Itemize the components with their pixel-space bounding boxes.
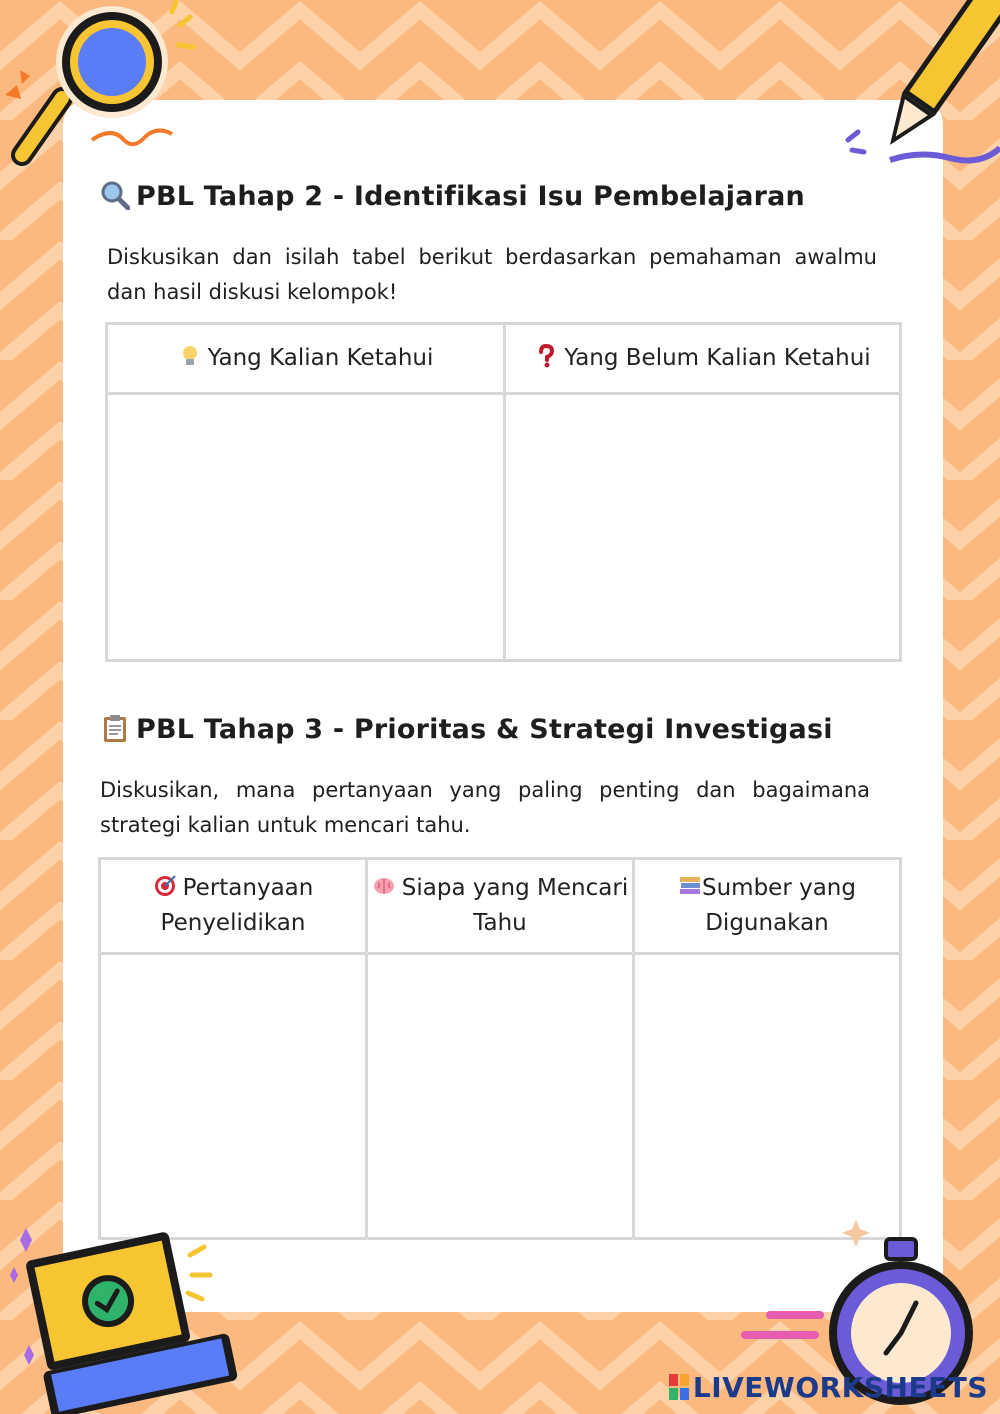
answer-cell-known[interactable] <box>108 395 506 659</box>
section3-heading <box>100 713 833 745</box>
table-header-question <box>101 860 368 955</box>
liveworksheets-logo-icon <box>669 1374 689 1400</box>
answer-cell-unknown[interactable] <box>506 395 899 659</box>
section2-heading <box>100 180 805 212</box>
liveworksheets-watermark <box>669 1371 988 1404</box>
section2-instruction: Diskusikan dan isilah tabel berikut berdasarkan pemahaman awalmu dan hasil diskusi kelompok! <box>107 245 877 304</box>
brain-icon <box>372 874 396 898</box>
section3-instruction: Diskusikan, mana pertanyaan yang paling penting dan bagaimana strategi kalian untuk mencari tahu. <box>100 778 870 837</box>
clipboard-icon <box>100 713 130 743</box>
section3-table <box>98 857 902 1240</box>
section2-table <box>105 322 902 662</box>
question-mark-icon <box>534 344 558 368</box>
table-header-label: Pertanyaan Penyelidikan <box>160 875 314 936</box>
table-header-label: Siapa yang Mencari Tahu <box>401 875 629 936</box>
table-header-who <box>368 860 635 955</box>
table-header-known <box>108 325 506 395</box>
table-header-unknown <box>506 325 899 395</box>
laptop-illustration-icon <box>0 1215 260 1414</box>
watermark-text: LIVEWORKSHEETS <box>692 1371 988 1404</box>
section2-title: PBL Tahap 2 - Identifikasi Isu Pembelajaran <box>136 181 805 212</box>
lightbulb-icon <box>178 344 202 368</box>
pencil-illustration-icon <box>830 0 1000 180</box>
answer-cell-who[interactable] <box>368 955 635 1237</box>
section3-title: PBL Tahap 3 - Prioritas & Strategi Investigasi <box>136 714 833 745</box>
answer-cell-source[interactable] <box>635 955 899 1237</box>
target-icon <box>153 874 177 898</box>
table-header-label: Yang Belum Kalian Ketahui <box>564 345 871 371</box>
magnifier-icon <box>100 180 130 210</box>
table-header-label: Yang Kalian Ketahui <box>207 345 434 371</box>
magnifier-illustration-icon <box>0 0 200 175</box>
answer-cell-question[interactable] <box>101 955 368 1237</box>
table-header-label: Sumber yang Digunakan <box>702 875 856 936</box>
table-header-source <box>635 860 899 955</box>
books-icon <box>678 874 702 898</box>
